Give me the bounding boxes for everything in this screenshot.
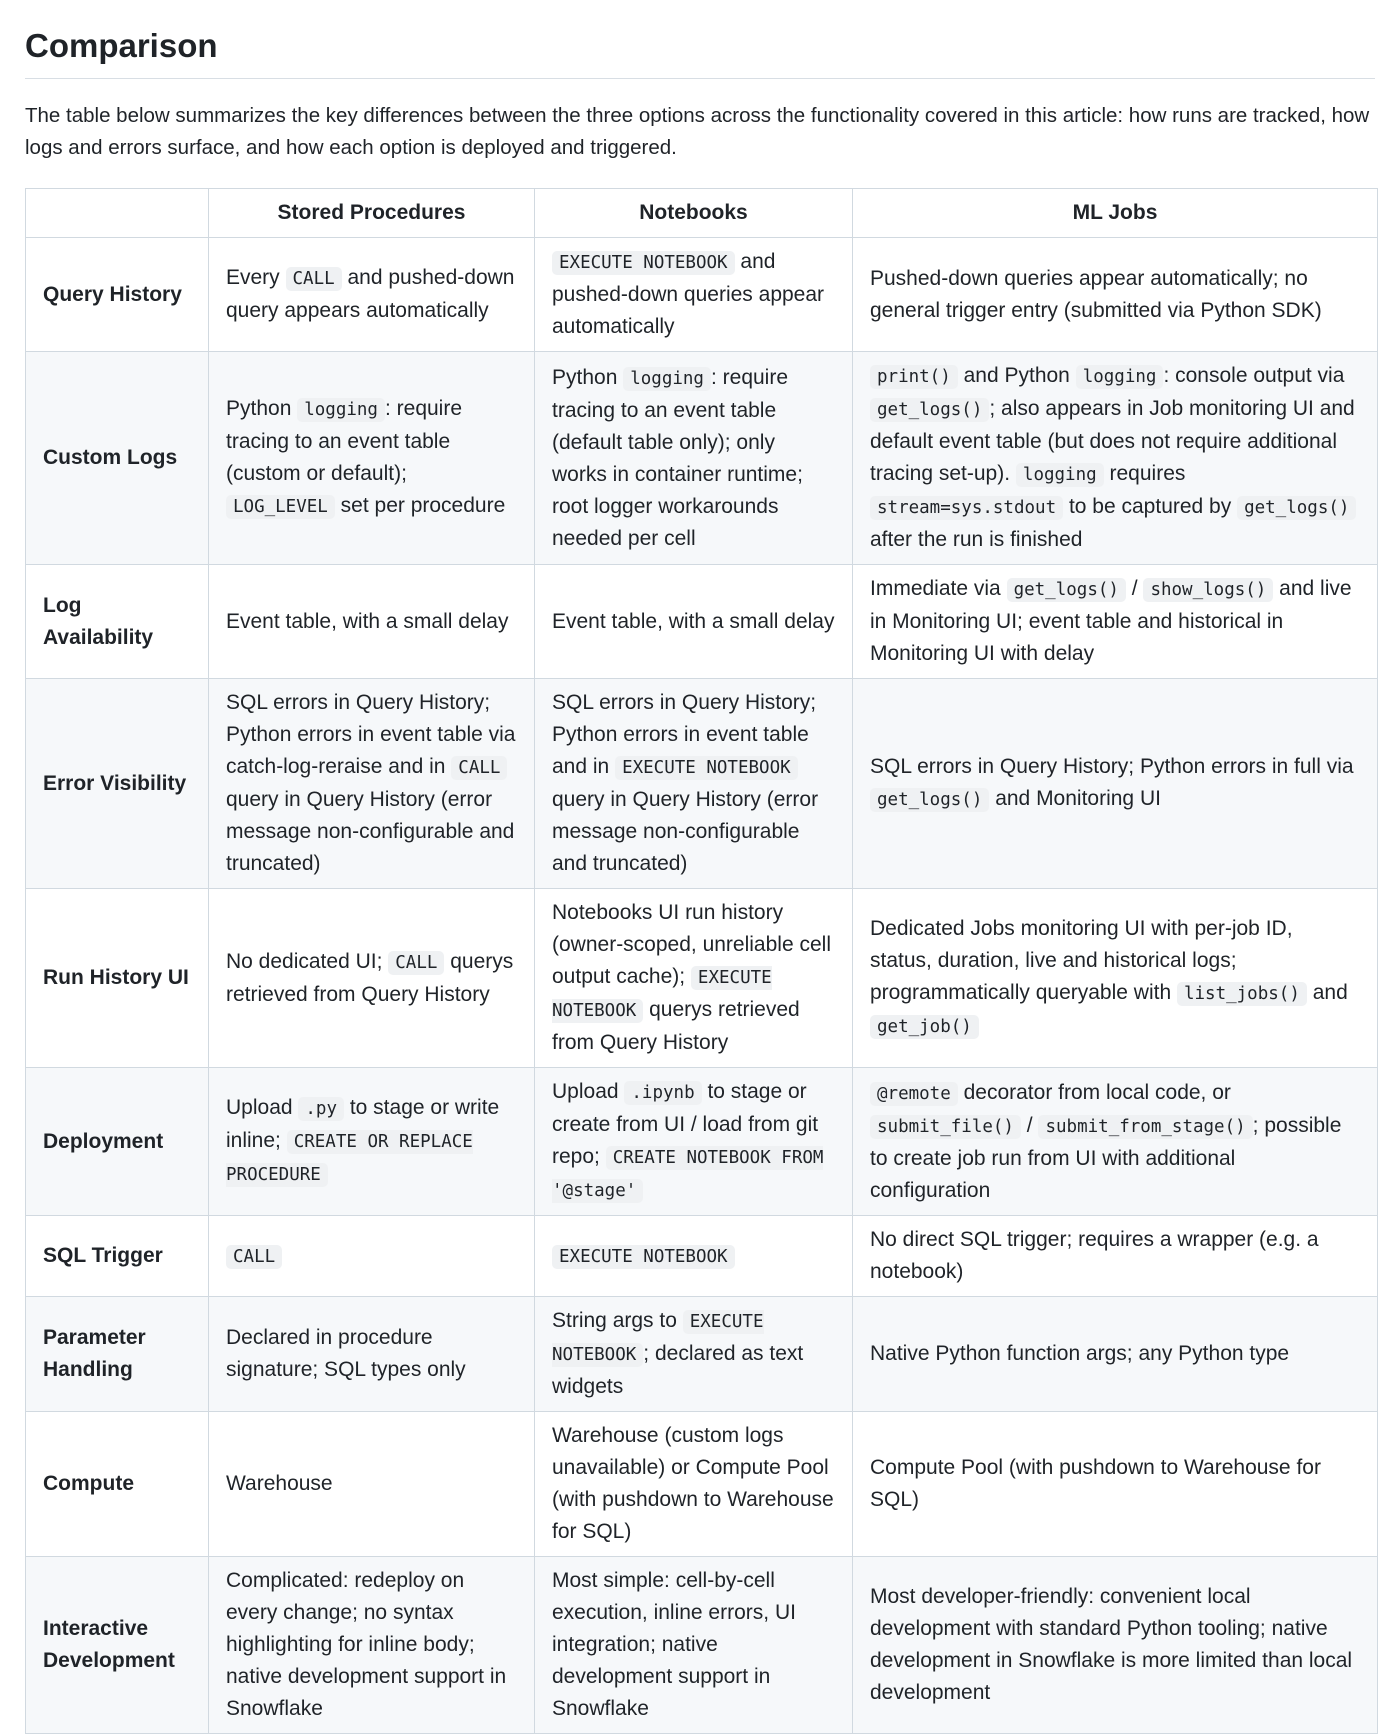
inline-code: logging <box>1016 463 1104 487</box>
table-cell <box>209 352 535 565</box>
inline-code: CALL <box>286 267 342 291</box>
row-header: Interactive Development <box>26 1557 209 1734</box>
row-header: Run History UI <box>26 889 209 1068</box>
inline-code: logging <box>297 398 385 422</box>
table-cell <box>853 889 1378 1068</box>
table-header-row <box>26 189 1378 238</box>
table-cell <box>209 889 535 1068</box>
table-row <box>26 679 1378 889</box>
inline-code: get_logs() <box>870 398 989 422</box>
table-cell <box>853 565 1378 679</box>
table-cell <box>535 1412 853 1557</box>
table-cell <box>209 1557 535 1734</box>
cell-text: Native Python function args; any Python type <box>870 1342 1290 1365</box>
cell-text: Event table, with a small delay <box>552 609 835 633</box>
table-row <box>26 1557 1378 1734</box>
cell-text: Compute Pool (with pushdown to Warehouse for SQL) <box>870 1456 1321 1511</box>
cell-text: Most simple: cell-by-cell execution, inline errors, UI integration; native development support in Snowflake <box>552 1569 796 1720</box>
cell-text: decorator from local code, or <box>957 1080 1231 1104</box>
table-cell <box>853 679 1378 889</box>
inline-code: show_logs() <box>1143 578 1273 602</box>
cell-text: No direct SQL trigger; requires a wrapper (e.g. a notebook) <box>870 1228 1319 1283</box>
cell-text: and Python <box>957 364 1076 387</box>
inline-code: get_job() <box>870 1015 979 1039</box>
cell-text: Complicated: redeploy on every change; no syntax highlighting for inline body; native development support in Snowflake <box>226 1569 507 1720</box>
table-cell <box>535 679 853 889</box>
cell-text: / <box>1125 577 1144 600</box>
table-cell <box>535 352 853 565</box>
table-cell <box>853 1216 1378 1297</box>
row-header: Deployment <box>26 1068 209 1216</box>
inline-code: EXECUTE NOTEBOOK <box>552 968 772 1021</box>
cell-text: Immediate via <box>870 577 1007 600</box>
table-cell <box>535 1216 853 1297</box>
cell-text: : require tracing to an event table (custom or default); <box>226 397 463 485</box>
table-row <box>26 1412 1378 1557</box>
inline-code: logging <box>1076 365 1164 389</box>
cell-text: query in Query History (error message non-configurable and truncated) <box>226 788 515 875</box>
cell-text: Dedicated Jobs monitoring UI with per-job ID, status, duration, live and historical logs; programmatically queryable with <box>870 917 1293 1004</box>
table-cell <box>209 1068 535 1216</box>
cell-text: ; possible to create job run from UI with additional configuration <box>870 1113 1342 1202</box>
cell-text: SQL errors in Query History; Python errors in full via <box>870 755 1354 778</box>
section-heading: Comparison <box>25 22 1375 79</box>
inline-code: EXECUTE NOTEBOOK <box>615 756 798 780</box>
row-header: SQL Trigger <box>26 1216 209 1297</box>
table-row <box>26 352 1378 565</box>
inline-code: CALL <box>226 1245 282 1269</box>
table-cell <box>853 352 1378 565</box>
inline-code: get_logs() <box>870 788 989 812</box>
inline-code: get_logs() <box>1237 496 1356 520</box>
cell-text: to stage or write inline; <box>226 1096 500 1152</box>
table-row <box>26 565 1378 679</box>
inline-code: list_jobs() <box>1177 982 1307 1006</box>
cell-text: and Monitoring UI <box>989 787 1161 810</box>
cell-text: Python <box>552 365 624 389</box>
cell-text: Python <box>226 397 298 420</box>
cell-text: Notebooks UI run history (owner-scoped, unreliable cell output cache); <box>552 901 831 988</box>
cell-text: and pushed-down queries appear automatically <box>552 250 825 338</box>
table-cell <box>209 679 535 889</box>
inline-code: print() <box>870 365 958 389</box>
table-cell <box>535 889 853 1068</box>
cell-text: requires <box>1103 462 1186 485</box>
table-cell <box>853 1557 1378 1734</box>
inline-code: .ipynb <box>624 1081 701 1105</box>
cell-text: after the run is finished <box>870 528 1083 551</box>
cell-text: SQL errors in Query History; Python errors in event table and in <box>552 691 817 778</box>
table-row <box>26 238 1378 352</box>
table-cell <box>853 238 1378 352</box>
row-header: Compute <box>26 1412 209 1557</box>
inline-code: @remote <box>870 1082 958 1106</box>
cell-text: set per procedure <box>334 494 506 517</box>
inline-code: .py <box>298 1097 344 1121</box>
cell-text: Warehouse <box>226 1472 333 1495</box>
row-header: Error Visibility <box>26 679 209 889</box>
cell-text: String args to <box>552 1309 683 1332</box>
cell-text: querys retrieved from Query History <box>552 998 800 1054</box>
inline-code: stream=sys.stdout <box>870 496 1063 520</box>
cell-text: / <box>1020 1113 1039 1137</box>
cell-text: Upload <box>226 1096 299 1119</box>
row-header: Log Availability <box>26 565 209 679</box>
column-header-notebooks: Notebooks <box>535 189 853 238</box>
cell-text: Warehouse (custom logs unavailable) or Compute Pool (with pushdown to Warehouse for SQL) <box>552 1424 834 1543</box>
intro-paragraph: The table below summarizes the key differences between the three options across the functionality covered in this article: how runs are tracked, how logs and errors surface, and how each option is deployed and triggered. <box>25 104 1370 159</box>
table-cell <box>853 1068 1378 1216</box>
column-header <box>26 189 209 238</box>
cell-text: querys retrieved from Query History <box>226 949 514 1006</box>
inline-code: CALL <box>451 756 507 780</box>
inline-code: submit_from_stage() <box>1038 1115 1252 1139</box>
table-cell <box>535 238 853 352</box>
table-cell <box>209 1216 535 1297</box>
cell-text: : require tracing to an event table (default table only); only works in container runtime; root logger workarounds needed per cell <box>552 365 803 550</box>
inline-code: CREATE OR REPLACE PROCEDURE <box>226 1132 473 1185</box>
table-cell <box>209 1297 535 1412</box>
inline-code: EXECUTE NOTEBOOK <box>552 1312 764 1365</box>
table-cell <box>535 1068 853 1216</box>
row-header: Custom Logs <box>26 352 209 565</box>
column-header-stored-procedures: Stored Procedures <box>209 189 535 238</box>
inline-code: logging <box>623 367 711 391</box>
cell-text: to be captured by <box>1063 495 1238 518</box>
cell-text: Upload <box>552 1080 625 1103</box>
cell-text: Pushed-down queries appear automatically; no general trigger entry (submitted via Python SDK) <box>870 266 1322 322</box>
table-cell <box>209 565 535 679</box>
column-header-ml-jobs: ML Jobs <box>853 189 1378 238</box>
inline-code: submit_file() <box>870 1115 1021 1139</box>
cell-text: to stage or create from UI / load from git repo; <box>552 1080 819 1168</box>
table-cell <box>209 238 535 352</box>
inline-code: CALL <box>388 951 444 975</box>
row-header: Query History <box>26 238 209 352</box>
table-row <box>26 1068 1378 1216</box>
cell-text: Every <box>226 266 286 289</box>
cell-text: query in Query History (error message non-configurable and truncated) <box>552 788 819 875</box>
cell-text: No dedicated UI; <box>226 949 389 973</box>
cell-text: SQL errors in Query History; Python errors in event table via catch-log-reraise and in <box>226 691 516 778</box>
cell-text: and live in Monitoring UI; event table and historical in Monitoring UI with delay <box>870 577 1352 665</box>
cell-text: : console output via <box>1163 364 1345 387</box>
table-row <box>26 1216 1378 1297</box>
table-cell <box>853 1412 1378 1557</box>
inline-code: LOG_LEVEL <box>226 495 335 519</box>
cell-text: and <box>1306 981 1348 1004</box>
row-header: Parameter Handling <box>26 1297 209 1412</box>
cell-text: and pushed-down query appears automatically <box>226 266 515 322</box>
cell-text: Event table, with a small delay <box>226 609 509 633</box>
table-cell <box>535 565 853 679</box>
inline-code: EXECUTE NOTEBOOK <box>552 251 735 275</box>
cell-text: ; declared as text widgets <box>552 1342 804 1398</box>
inline-code: get_logs() <box>1007 578 1126 602</box>
table-cell <box>209 1412 535 1557</box>
table-row <box>26 889 1378 1068</box>
cell-text: Declared in procedure signature; SQL types only <box>226 1326 466 1381</box>
table-cell <box>535 1297 853 1412</box>
table-cell <box>853 1297 1378 1412</box>
comparison-table <box>25 188 1378 1734</box>
cell-text: ; also appears in Job monitoring UI and default event table (but does not require additional tracing set-up). <box>870 397 1355 485</box>
inline-code: EXECUTE NOTEBOOK <box>552 1245 735 1269</box>
table-row <box>26 1297 1378 1412</box>
cell-text: Most developer-friendly: convenient local development with standard Python tooling; native development in Snowflake is more limited than local development <box>870 1585 1353 1704</box>
table-cell <box>535 1557 853 1734</box>
inline-code: CREATE NOTEBOOK FROM '@stage' <box>552 1148 824 1201</box>
